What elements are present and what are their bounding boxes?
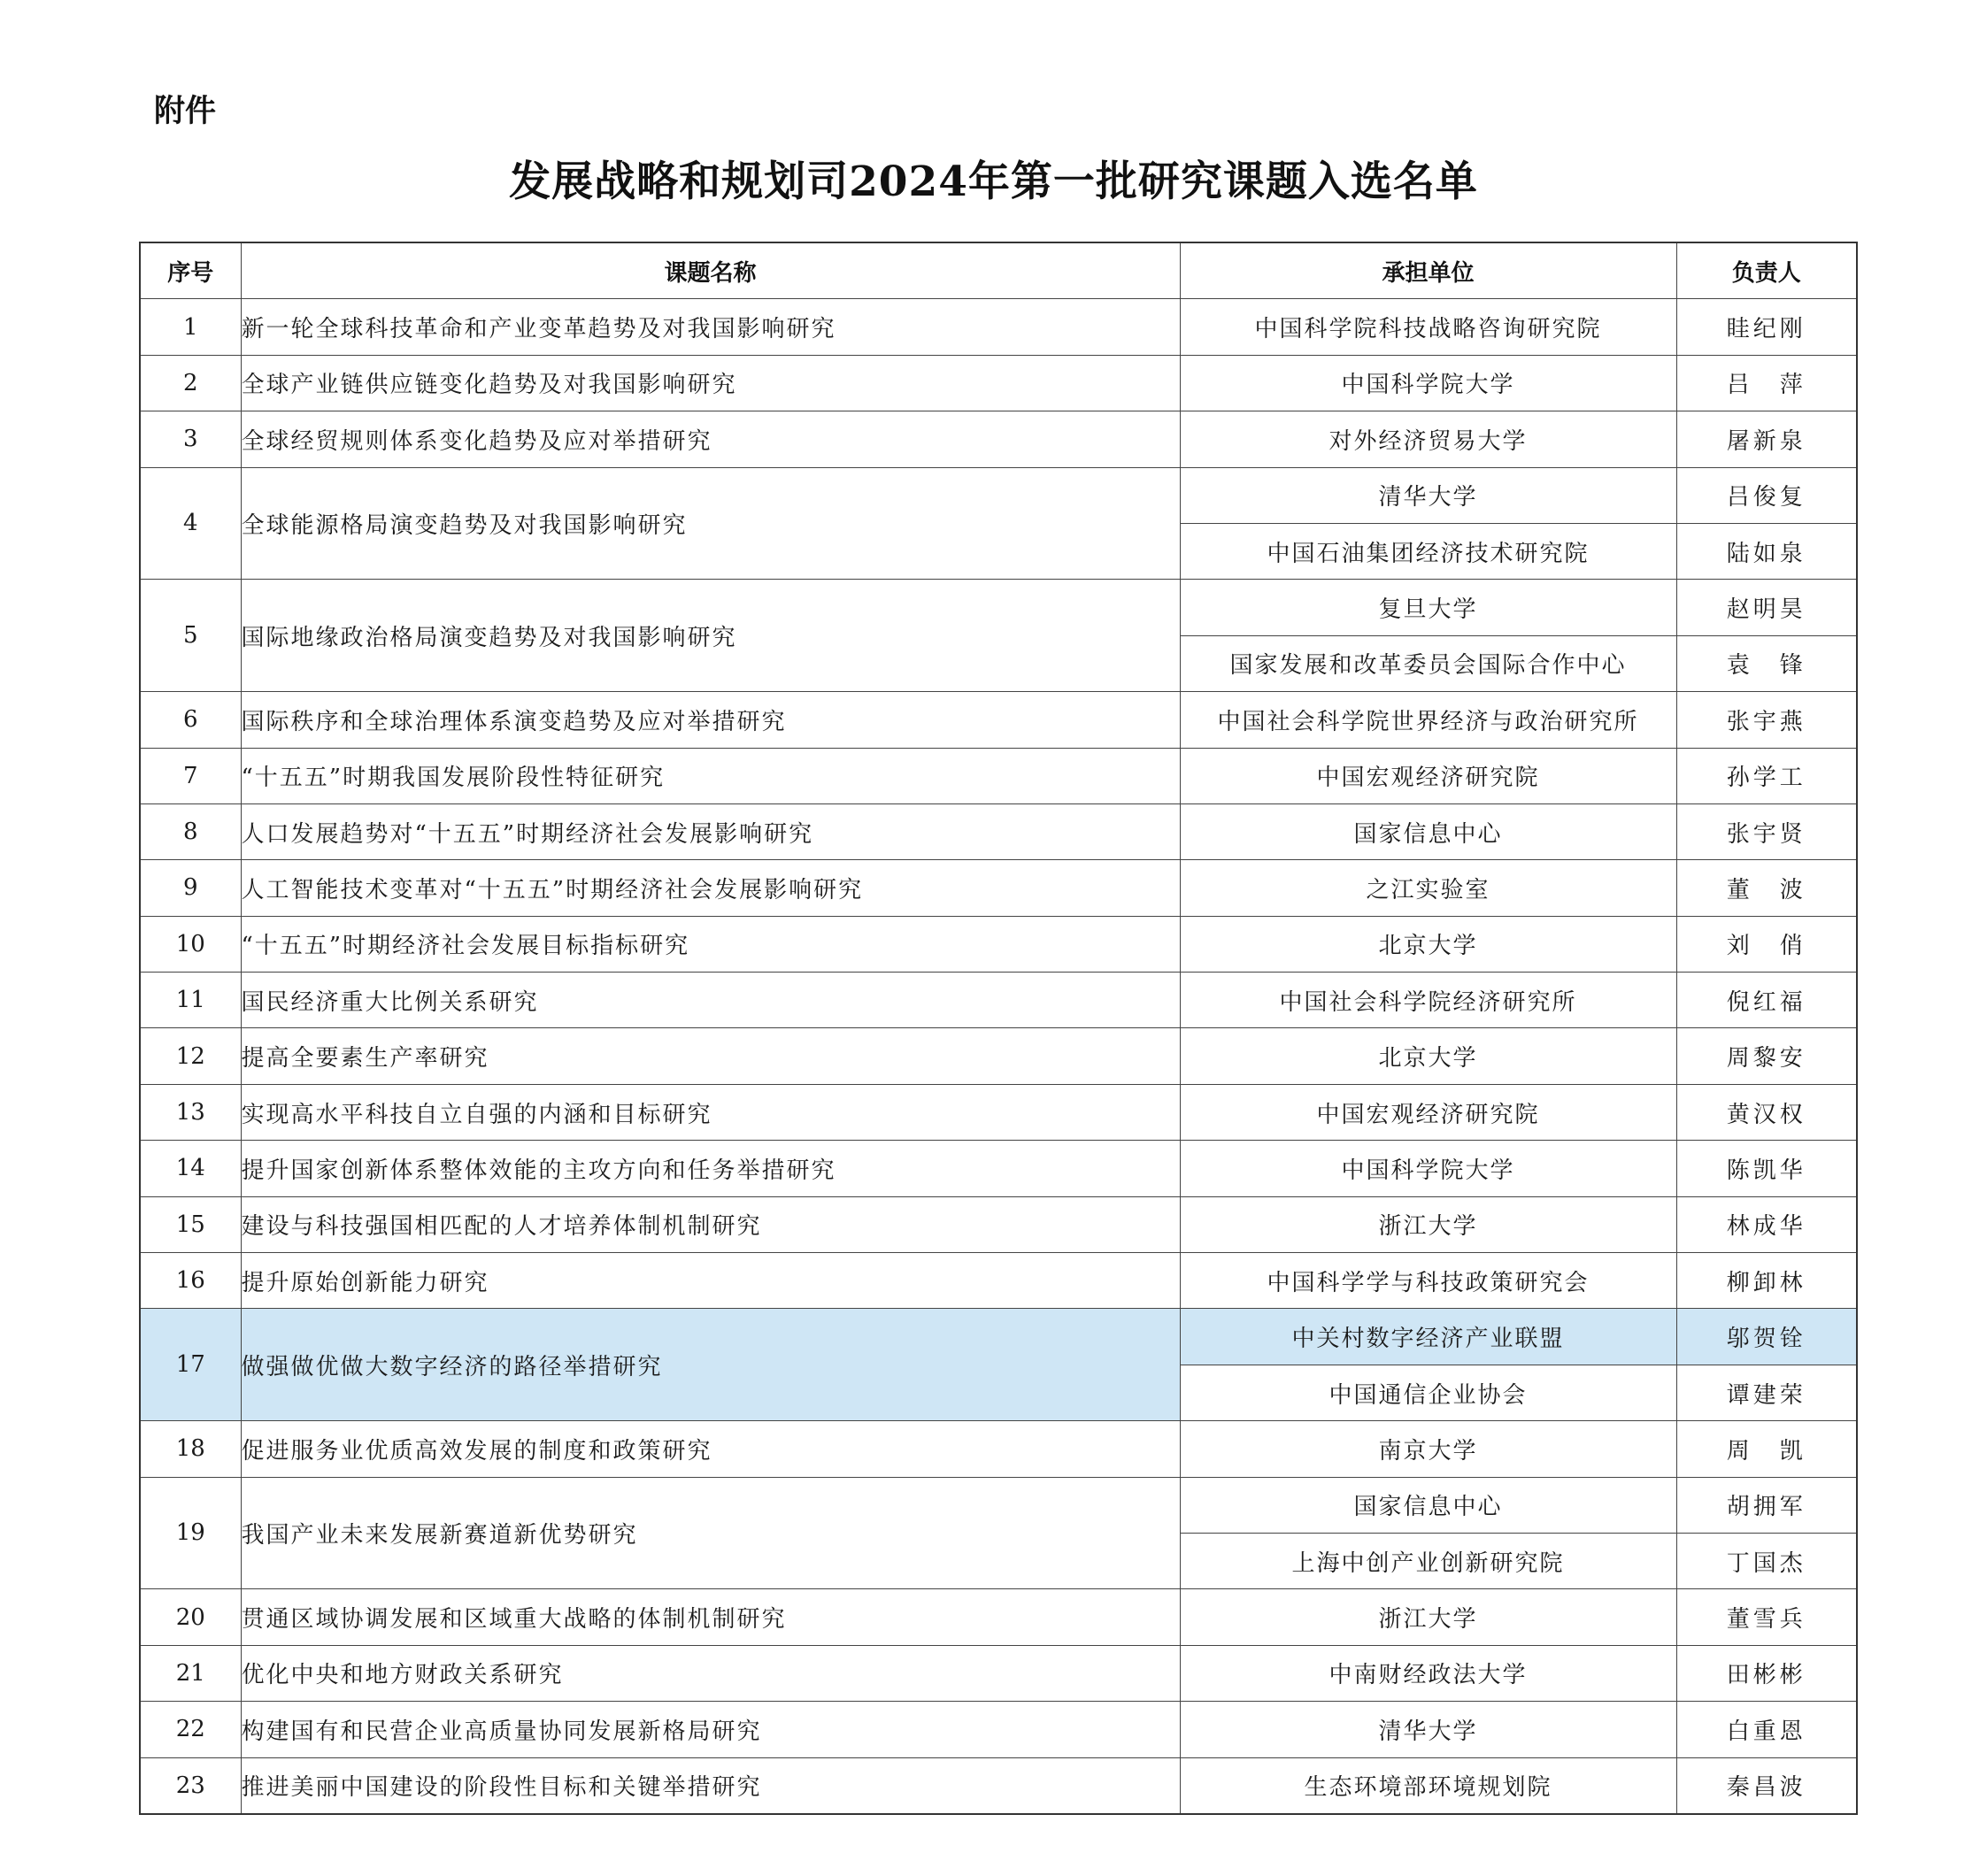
table-row: [140, 803, 1857, 859]
row-number: 4: [140, 467, 241, 580]
person-in-charge: 倪红福: [1676, 973, 1857, 1028]
row-number: 5: [140, 580, 241, 692]
person-in-charge: 吕 萍: [1676, 355, 1857, 411]
undertaking-unit: 中国石油集团经济技术研究院: [1180, 523, 1676, 579]
undertaking-unit: 上海中创产业创新研究院: [1180, 1533, 1676, 1588]
row-number: 3: [140, 411, 241, 467]
document-title: 发展战略和规划司2024年第一批研究课题入选名单: [509, 158, 1478, 206]
person-in-charge: 张宇贤: [1676, 803, 1857, 859]
table-row: [140, 1141, 1857, 1196]
row-number: 1: [140, 299, 241, 355]
table-row: [140, 1196, 1857, 1252]
topic-name: “十五五”时期经济社会发展目标指标研究: [241, 916, 1180, 972]
undertaking-unit: 国家信息中心: [1180, 803, 1676, 859]
topic-name: 新一轮全球科技革命和产业变革趋势及对我国影响研究: [241, 299, 1180, 355]
header-topic: 课题名称: [241, 242, 1180, 299]
undertaking-unit: 清华大学: [1180, 467, 1676, 523]
row-number: 2: [140, 355, 241, 411]
person-in-charge: 眭纪刚: [1676, 299, 1857, 355]
topic-name: 全球能源格局演变趋势及对我国影响研究: [241, 467, 1180, 580]
undertaking-unit: 中国科学院大学: [1180, 1141, 1676, 1196]
topic-name: 全球产业链供应链变化趋势及对我国影响研究: [241, 355, 1180, 411]
undertaking-unit: 北京大学: [1180, 1028, 1676, 1084]
undertaking-unit: 之江实验室: [1180, 860, 1676, 916]
table-row: [140, 1028, 1857, 1084]
row-number: 12: [140, 1028, 241, 1084]
table-row: [140, 467, 1857, 523]
topic-name: 国际地缘政治格局演变趋势及对我国影响研究: [241, 580, 1180, 692]
person-in-charge: 柳卸林: [1676, 1253, 1857, 1309]
undertaking-unit: 中国宏观经济研究院: [1180, 748, 1676, 803]
person-in-charge: 孙学工: [1676, 748, 1857, 803]
undertaking-unit: 国家发展和改革委员会国际合作中心: [1180, 635, 1676, 691]
person-in-charge: 周 凯: [1676, 1421, 1857, 1477]
table-body: [140, 299, 1857, 1814]
row-number: 11: [140, 973, 241, 1028]
header-unit: 承担单位: [1180, 242, 1676, 299]
undertaking-unit: 浙江大学: [1180, 1589, 1676, 1645]
undertaking-unit: 中关村数字经济产业联盟: [1180, 1309, 1676, 1365]
undertaking-unit: 中国科学院科技战略咨询研究院: [1180, 299, 1676, 355]
table-row: [140, 1757, 1857, 1814]
table-row: [140, 1702, 1857, 1757]
table-row: [140, 973, 1857, 1028]
row-number: 8: [140, 803, 241, 859]
topic-name: 国民经济重大比例关系研究: [241, 973, 1180, 1028]
topic-name: 提高全要素生产率研究: [241, 1028, 1180, 1084]
person-in-charge: 袁 锋: [1676, 635, 1857, 691]
person-in-charge: 田彬彬: [1676, 1645, 1857, 1701]
person-in-charge: 董 波: [1676, 860, 1857, 916]
row-number: 17: [140, 1309, 241, 1421]
person-in-charge: 周黎安: [1676, 1028, 1857, 1084]
row-number: 6: [140, 692, 241, 748]
header-no: 序号: [140, 242, 241, 299]
table-row: [140, 411, 1857, 467]
table-row: [140, 692, 1857, 748]
topic-name: 构建国有和民营企业高质量协同发展新格局研究: [241, 1702, 1180, 1757]
person-in-charge: 吕俊复: [1676, 467, 1857, 523]
person-in-charge: 秦昌波: [1676, 1757, 1857, 1814]
row-number: 13: [140, 1084, 241, 1140]
row-number: 22: [140, 1702, 241, 1757]
undertaking-unit: 中南财经政法大学: [1180, 1645, 1676, 1701]
person-in-charge: 白重恩: [1676, 1702, 1857, 1757]
person-in-charge: 屠新泉: [1676, 411, 1857, 467]
topic-name: 建设与科技强国相匹配的人才培养体制机制研究: [241, 1196, 1180, 1252]
table-row: [140, 1589, 1857, 1645]
person-in-charge: 陆如泉: [1676, 523, 1857, 579]
row-number: 10: [140, 916, 241, 972]
table-row: [140, 748, 1857, 803]
person-in-charge: 邬贺铨: [1676, 1309, 1857, 1365]
topic-name: 提升国家创新体系整体效能的主攻方向和任务举措研究: [241, 1141, 1180, 1196]
undertaking-unit: 中国科学学与科技政策研究会: [1180, 1253, 1676, 1309]
topic-name: 国际秩序和全球治理体系演变趋势及应对举措研究: [241, 692, 1180, 748]
row-number: 18: [140, 1421, 241, 1477]
table-row: [140, 860, 1857, 916]
row-number: 14: [140, 1141, 241, 1196]
topic-name: 提升原始创新能力研究: [241, 1253, 1180, 1309]
row-number: 9: [140, 860, 241, 916]
row-number: 15: [140, 1196, 241, 1252]
person-in-charge: 黄汉权: [1676, 1084, 1857, 1140]
table-row: [140, 1309, 1857, 1365]
table-row: [140, 355, 1857, 411]
row-number: 21: [140, 1645, 241, 1701]
undertaking-unit: 中国宏观经济研究院: [1180, 1084, 1676, 1140]
attachment-label: 附件: [154, 94, 217, 129]
person-in-charge: 林成华: [1676, 1196, 1857, 1252]
undertaking-unit: 生态环境部环境规划院: [1180, 1757, 1676, 1814]
undertaking-unit: 国家信息中心: [1180, 1477, 1676, 1533]
topic-name: 促进服务业优质高效发展的制度和政策研究: [241, 1421, 1180, 1477]
header-leader: 负责人: [1676, 242, 1857, 299]
undertaking-unit: 浙江大学: [1180, 1196, 1676, 1252]
table-header-row: [140, 242, 1857, 299]
undertaking-unit: 中国通信企业协会: [1180, 1365, 1676, 1420]
topic-name: 贯通区域协调发展和区域重大战略的体制机制研究: [241, 1589, 1180, 1645]
undertaking-unit: 对外经济贸易大学: [1180, 411, 1676, 467]
topic-name: 我国产业未来发展新赛道新优势研究: [241, 1477, 1180, 1589]
row-number: 20: [140, 1589, 241, 1645]
topic-name: 人工智能技术变革对“十五五”时期经济社会发展影响研究: [241, 860, 1180, 916]
topic-name: 推进美丽中国建设的阶段性目标和关键举措研究: [241, 1757, 1180, 1814]
table-row: [140, 1084, 1857, 1140]
topic-name: 人口发展趋势对“十五五”时期经济社会发展影响研究: [241, 803, 1180, 859]
row-number: 16: [140, 1253, 241, 1309]
undertaking-unit: 中国社会科学院世界经济与政治研究所: [1180, 692, 1676, 748]
row-number: 7: [140, 748, 241, 803]
table-row: [140, 1253, 1857, 1309]
topics-table: [139, 242, 1858, 1815]
undertaking-unit: 南京大学: [1180, 1421, 1676, 1477]
person-in-charge: 张宇燕: [1676, 692, 1857, 748]
person-in-charge: 谭建荣: [1676, 1365, 1857, 1420]
row-number: 23: [140, 1757, 241, 1814]
table-row: [140, 299, 1857, 355]
row-number: 19: [140, 1477, 241, 1589]
table-row: [140, 580, 1857, 635]
person-in-charge: 胡拥军: [1676, 1477, 1857, 1533]
table-row: [140, 1421, 1857, 1477]
topic-name: 做强做优做大数字经济的路径举措研究: [241, 1309, 1180, 1421]
topic-name: “十五五”时期我国发展阶段性特征研究: [241, 748, 1180, 803]
person-in-charge: 董雪兵: [1676, 1589, 1857, 1645]
undertaking-unit: 中国科学院大学: [1180, 355, 1676, 411]
undertaking-unit: 复旦大学: [1180, 580, 1676, 635]
person-in-charge: 丁国杰: [1676, 1533, 1857, 1588]
table-row: [140, 1477, 1857, 1533]
person-in-charge: 陈凯华: [1676, 1141, 1857, 1196]
undertaking-unit: 北京大学: [1180, 916, 1676, 972]
topic-name: 实现高水平科技自立自强的内涵和目标研究: [241, 1084, 1180, 1140]
table-row: [140, 1645, 1857, 1701]
table-row: [140, 916, 1857, 972]
person-in-charge: 刘 俏: [1676, 916, 1857, 972]
undertaking-unit: 清华大学: [1180, 1702, 1676, 1757]
topic-name: 全球经贸规则体系变化趋势及应对举措研究: [241, 411, 1180, 467]
topic-name: 优化中央和地方财政关系研究: [241, 1645, 1180, 1701]
undertaking-unit: 中国社会科学院经济研究所: [1180, 973, 1676, 1028]
person-in-charge: 赵明昊: [1676, 580, 1857, 635]
